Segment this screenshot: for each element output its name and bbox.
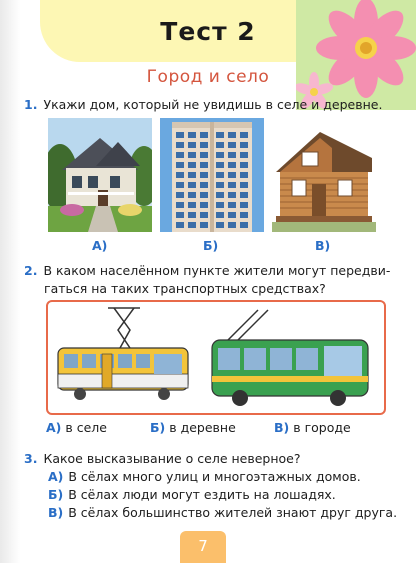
question-1 [24,96,406,114]
q1-option-b-label[interactable]: Б) [203,238,219,253]
trolleybus-poles-icon [228,310,268,340]
question-2 [24,262,406,298]
option-letter: А) [46,420,62,435]
option-letter: Б) [150,420,166,435]
option-letter: В) [274,420,290,435]
question-number: 2. [24,263,38,278]
page-number: 7 [180,531,226,563]
question-3 [24,450,406,468]
option-letter: В) [48,505,64,520]
q2-option-a[interactable] [46,420,107,435]
trolleybus-icon [212,340,368,406]
q1-option-c-label[interactable]: В) [315,238,331,253]
tram-and-trolleybus-illustration [48,302,384,413]
q2-option-c[interactable] [274,420,351,435]
q1-option-a-label[interactable]: А) [92,238,108,253]
question-text-line1: В каком населённом пункте жители могут передви- [43,263,391,278]
option-text: в городе [293,420,351,435]
q3-option-c[interactable] [48,504,397,521]
option-letter: А) [48,469,64,484]
section-title: Город и село [146,67,270,87]
transport-illustration-box [46,300,386,415]
question-text-line2: гаться на таких транспортных средствах? [44,281,326,296]
tram-icon [58,348,188,400]
option-text: В сёлах большинство жителей знают друг друга. [68,505,398,520]
question-text: Какое высказывание о селе неверное? [43,451,301,466]
q3-option-a[interactable] [48,468,361,485]
option-letter: Б) [48,487,64,502]
cottage-house-photo [48,118,152,232]
high-rise-building-photo [160,118,264,232]
question-number: 1. [24,97,38,112]
log-house-photo [272,118,376,232]
option-text: В сёлах много улиц и многоэтажных домов. [68,469,361,484]
test-title: Тест 2 [160,17,256,46]
question-text: Укажи дом, который не увидишь в селе и деревне. [43,97,383,112]
option-text: В сёлах люди могут ездить на лошадях. [68,487,336,502]
q2-option-b[interactable] [150,420,236,435]
question-number: 3. [24,451,38,466]
tram-pantograph-icon [108,308,140,348]
option-text: в селе [65,420,107,435]
option-text: в деревне [169,420,236,435]
q3-option-b[interactable] [48,486,336,503]
